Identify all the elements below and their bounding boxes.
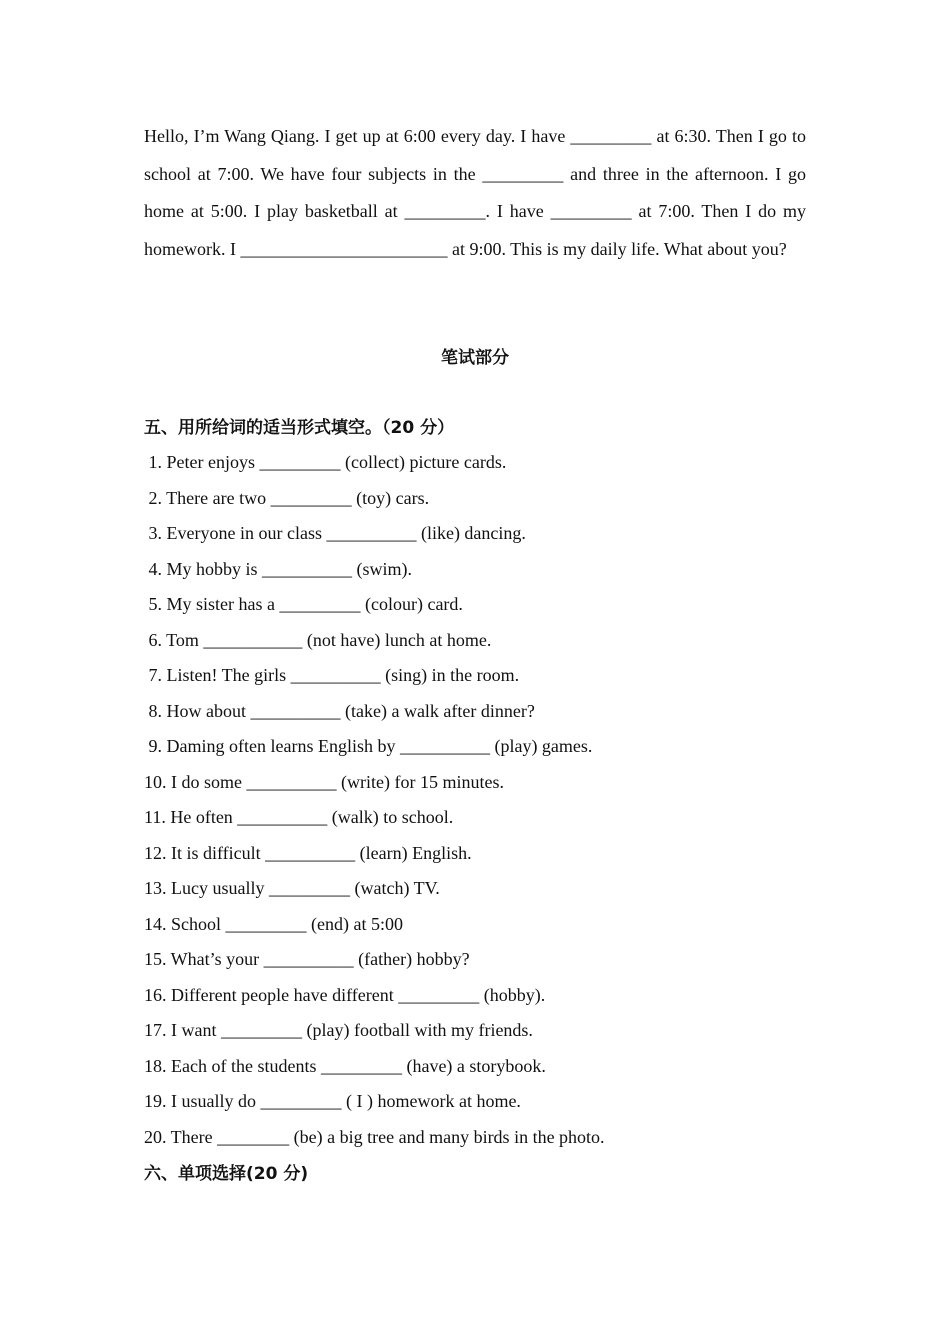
question-item: 2. There are two _________ (toy) cars. <box>144 487 430 508</box>
question-item: 18. Each of the students _________ (have) a storybook. <box>144 1055 546 1076</box>
part-six-heading: 六、单项选择(20 分) <box>144 1164 309 1184</box>
question-item: 5. My sister has a _________ (colour) card. <box>144 594 463 614</box>
question-item: 14. School _________ (end) at 5:00 <box>144 913 403 934</box>
question-item: 9. Daming often learns English by __________ (play) games. <box>144 736 593 756</box>
question-item: 7. Listen! The girls __________ (sing) in the room. <box>144 665 520 685</box>
question-item: 10. I do some __________ (write) for 15 minutes. <box>144 771 504 792</box>
question-item: 3. Everyone in our class __________ (like) dancing. <box>144 523 526 543</box>
question-item: 19. I usually do _________ ( I ) homework at home. <box>144 1091 521 1111</box>
reading-passage: Hello, I’m Wang Qiang. I get up at 6:00 every day. I have _________ at 6:30. Then I go to school at 7:00. We have four subjects in the _________ and three in the afternoon. I go home at 5:00. I play basketball at _________. I have _________ at 7:00. Then I do my homework. I _______________________ at 9:00. This is my daily life. What about you? <box>144 126 806 259</box>
question-item: 6. Tom ___________ (not have) lunch at home. <box>144 629 492 650</box>
section-title: 笔试部分 <box>441 348 509 368</box>
question-item: 13. Lucy usually _________ (watch) TV. <box>144 878 440 898</box>
question-item: 12. It is difficult __________ (learn) English. <box>144 842 472 863</box>
question-item: 17. I want _________ (play) football with my friends. <box>144 1020 533 1040</box>
question-item: 20. There ________ (be) a big tree and many birds in the photo. <box>144 1126 605 1147</box>
part-five-heading: 五、用所给词的适当形式填空。（20 分） <box>144 418 455 438</box>
question-item: 11. He often __________ (walk) to school. <box>144 807 454 827</box>
question-item: 4. My hobby is __________ (swim). <box>144 558 413 579</box>
fill-in-question-list <box>144 445 605 1155</box>
question-item: 1. Peter enjoys _________ (collect) picture cards. <box>144 452 507 472</box>
question-item: 16. Different people have different _________ (hobby). <box>144 984 546 1005</box>
question-item: 15. What’s your __________ (father) hobby? <box>144 949 470 969</box>
question-item: 8. How about __________ (take) a walk after dinner? <box>144 700 535 721</box>
